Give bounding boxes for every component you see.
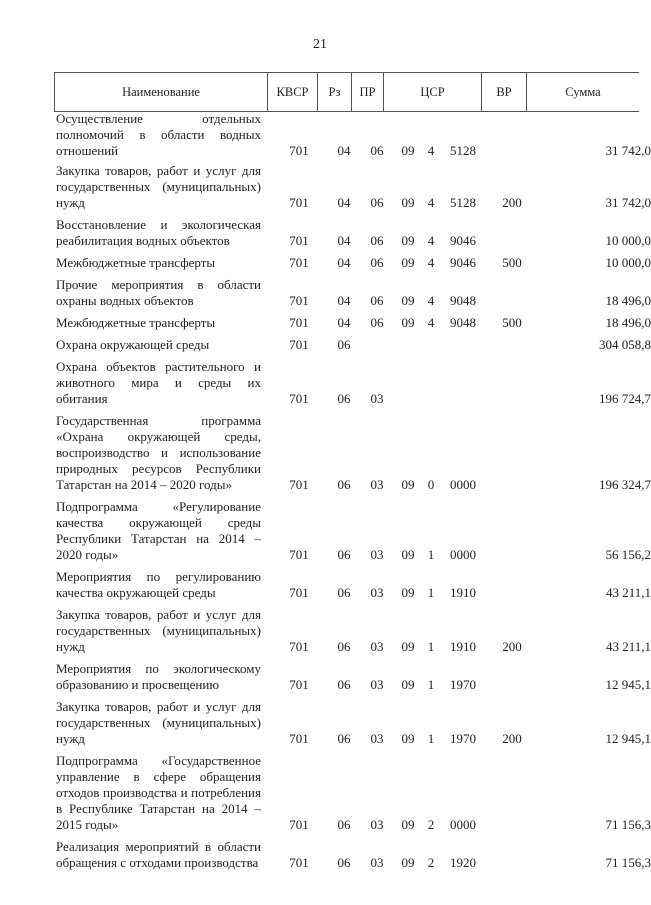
table-row	[54, 607, 651, 655]
row-pr: 06	[370, 233, 384, 248]
row-pr: 03	[370, 855, 384, 870]
row-sum: 12 945,1	[605, 731, 651, 746]
row-csr1: 09	[401, 855, 415, 870]
row-sum: 196 324,7	[599, 477, 651, 492]
row-csr3: 1920	[450, 855, 476, 870]
row-csr2: 1	[427, 639, 435, 654]
row-csr3: 1970	[450, 677, 476, 692]
row-csr1: 09	[401, 315, 415, 330]
column-header-sum: Сумма	[526, 73, 639, 111]
row-sum: 43 211,1	[605, 639, 651, 654]
row-vr: 200	[502, 639, 522, 654]
column-header-rz: Рз	[317, 73, 351, 111]
table-row	[54, 111, 651, 159]
row-pr: 03	[370, 731, 384, 746]
row-rz: 04	[337, 255, 351, 270]
row-rz: 06	[337, 731, 351, 746]
row-vr: 200	[502, 195, 522, 210]
row-sum: 71 156,3	[605, 855, 651, 870]
row-csr3: 1910	[450, 639, 476, 654]
row-csr3: 0000	[450, 477, 476, 492]
row-pr: 03	[370, 817, 384, 832]
row-vr: 200	[502, 731, 522, 746]
table-row	[54, 359, 651, 407]
row-kvsr: 701	[289, 391, 309, 406]
row-csr1: 09	[401, 255, 415, 270]
row-kvsr: 701	[289, 195, 309, 210]
row-rz: 06	[337, 585, 351, 600]
row-pr: 06	[370, 143, 384, 158]
row-kvsr: 701	[289, 477, 309, 492]
row-kvsr: 701	[289, 255, 309, 270]
row-sum: 43 211,1	[605, 585, 651, 600]
row-csr2: 0	[427, 477, 435, 492]
row-rz: 06	[337, 639, 351, 654]
row-sum: 10 000,0	[605, 233, 651, 248]
row-csr1: 09	[401, 195, 415, 210]
row-rz: 06	[337, 677, 351, 692]
row-kvsr: 701	[289, 731, 309, 746]
table-body	[54, 111, 651, 877]
row-kvsr: 701	[289, 855, 309, 870]
row-csr2: 4	[427, 233, 435, 248]
row-csr2: 2	[427, 855, 435, 870]
row-name: Мероприятия по регулированию качества окружающей среды	[56, 569, 261, 600]
row-sum: 56 156,2	[605, 547, 651, 562]
row-sum: 31 742,0	[605, 143, 651, 158]
row-kvsr: 701	[289, 817, 309, 832]
row-rz: 04	[337, 315, 351, 330]
row-csr2: 1	[427, 585, 435, 600]
row-sum: 31 742,0	[605, 195, 651, 210]
row-pr: 03	[370, 639, 384, 654]
row-name: Мероприятия по экологическому образованию и просвещению	[56, 661, 261, 692]
row-sum: 71 156,3	[605, 817, 651, 832]
column-header-vr: ВР	[481, 73, 526, 111]
table-row	[54, 163, 651, 211]
row-sum: 18 496,0	[605, 293, 651, 308]
row-kvsr: 701	[289, 293, 309, 308]
row-name: Осуществление отдельных полномочий в области водных отношений	[56, 111, 261, 158]
row-rz: 04	[337, 143, 351, 158]
row-kvsr: 701	[289, 143, 309, 158]
row-pr: 03	[370, 585, 384, 600]
row-csr2: 4	[427, 143, 435, 158]
row-kvsr: 701	[289, 337, 309, 352]
row-csr2: 1	[427, 677, 435, 692]
table-row	[54, 699, 651, 747]
row-csr1: 09	[401, 233, 415, 248]
row-name: Государственная программа «Охрана окружающей среды, воспроизводство и использование природных ресурсов Республики Татарстан на 2014 – 2020 годы»	[56, 413, 261, 492]
row-name: Охрана окружающей среды	[56, 337, 210, 352]
row-csr3: 9048	[450, 315, 476, 330]
row-csr3: 9048	[450, 293, 476, 308]
row-name: Закупка товаров, работ и услуг для государственных (муниципальных) нужд	[56, 699, 261, 746]
row-rz: 06	[337, 391, 351, 406]
row-rz: 06	[337, 477, 351, 492]
row-rz: 04	[337, 233, 351, 248]
column-header-csr: ЦСР	[383, 73, 481, 111]
column-header-kvsr: КВСР	[267, 73, 317, 111]
column-header-pr: ПР	[351, 73, 383, 111]
page-number: 21	[313, 37, 327, 52]
row-vr: 500	[502, 315, 522, 330]
row-csr3: 5128	[450, 195, 476, 210]
row-csr3: 0000	[450, 817, 476, 832]
row-name: Межбюджетные трансферты	[56, 255, 216, 270]
row-pr: 03	[370, 547, 384, 562]
row-sum: 12 945,1	[605, 677, 651, 692]
row-csr3: 9046	[450, 233, 476, 248]
row-csr1: 09	[401, 817, 415, 832]
table-row	[54, 413, 651, 493]
row-csr2: 4	[427, 315, 435, 330]
row-pr: 06	[370, 255, 384, 270]
table-header	[54, 72, 639, 112]
table-row	[54, 661, 651, 693]
table-row	[54, 315, 651, 331]
row-csr1: 09	[401, 477, 415, 492]
row-rz: 06	[337, 337, 351, 352]
row-kvsr: 701	[289, 547, 309, 562]
column-header-name: Наименование	[54, 73, 267, 111]
row-sum: 304 058,8	[599, 337, 651, 352]
row-csr2: 1	[427, 731, 435, 746]
row-name: Закупка товаров, работ и услуг для государственных (муниципальных) нужд	[56, 607, 261, 654]
row-csr3: 1970	[450, 731, 476, 746]
row-kvsr: 701	[289, 677, 309, 692]
row-name: Подпрограмма «Регулирование качества окружающей среды Республики Татарстан на 2014 – 2020 годы»	[56, 499, 261, 562]
row-rz: 06	[337, 855, 351, 870]
table-row	[54, 337, 651, 353]
row-name: Подпрограмма «Государственное управление в сфере обращения отходов производства и потребления в Республике Татарстан на 2014 – 2015 годы»	[56, 753, 261, 832]
table-row	[54, 217, 651, 249]
row-csr1: 09	[401, 731, 415, 746]
row-csr2: 4	[427, 293, 435, 308]
table-row	[54, 839, 651, 871]
row-kvsr: 701	[289, 315, 309, 330]
row-kvsr: 701	[289, 233, 309, 248]
table-row	[54, 499, 651, 563]
row-csr2: 1	[427, 547, 435, 562]
row-rz: 04	[337, 195, 351, 210]
row-pr: 03	[370, 477, 384, 492]
row-csr2: 4	[427, 195, 435, 210]
row-csr1: 09	[401, 677, 415, 692]
row-kvsr: 701	[289, 585, 309, 600]
row-name: Закупка товаров, работ и услуг для государственных (муниципальных) нужд	[56, 163, 261, 210]
row-rz: 06	[337, 817, 351, 832]
table-row	[54, 277, 651, 309]
row-csr1: 09	[401, 293, 415, 308]
row-pr: 06	[370, 195, 384, 210]
row-pr: 03	[370, 391, 384, 406]
row-name: Охрана объектов растительного и животного мира и среды их обитания	[56, 359, 261, 406]
row-name: Прочие мероприятия в области охраны водных объектов	[56, 277, 261, 308]
row-name: Реализация мероприятий в области обращения с отходами производства	[56, 839, 261, 870]
row-csr3: 5128	[450, 143, 476, 158]
row-csr3: 0000	[450, 547, 476, 562]
table-row	[54, 569, 651, 601]
row-csr2: 2	[427, 817, 435, 832]
row-sum: 18 496,0	[605, 315, 651, 330]
row-name: Межбюджетные трансферты	[56, 315, 216, 330]
row-sum: 10 000,0	[605, 255, 651, 270]
row-rz: 06	[337, 547, 351, 562]
row-pr: 03	[370, 677, 384, 692]
table-row	[54, 255, 651, 271]
row-name: Восстановление и экологическая реабилитация водных объектов	[56, 217, 261, 248]
table-row	[54, 753, 651, 833]
row-vr: 500	[502, 255, 522, 270]
row-csr1: 09	[401, 143, 415, 158]
row-csr3: 1910	[450, 585, 476, 600]
row-pr: 06	[370, 293, 384, 308]
row-csr1: 09	[401, 547, 415, 562]
row-csr2: 4	[427, 255, 435, 270]
row-csr3: 9046	[450, 255, 476, 270]
row-csr1: 09	[401, 639, 415, 654]
row-pr: 06	[370, 315, 384, 330]
row-sum: 196 724,7	[599, 391, 651, 406]
row-kvsr: 701	[289, 639, 309, 654]
row-csr1: 09	[401, 585, 415, 600]
row-rz: 04	[337, 293, 351, 308]
